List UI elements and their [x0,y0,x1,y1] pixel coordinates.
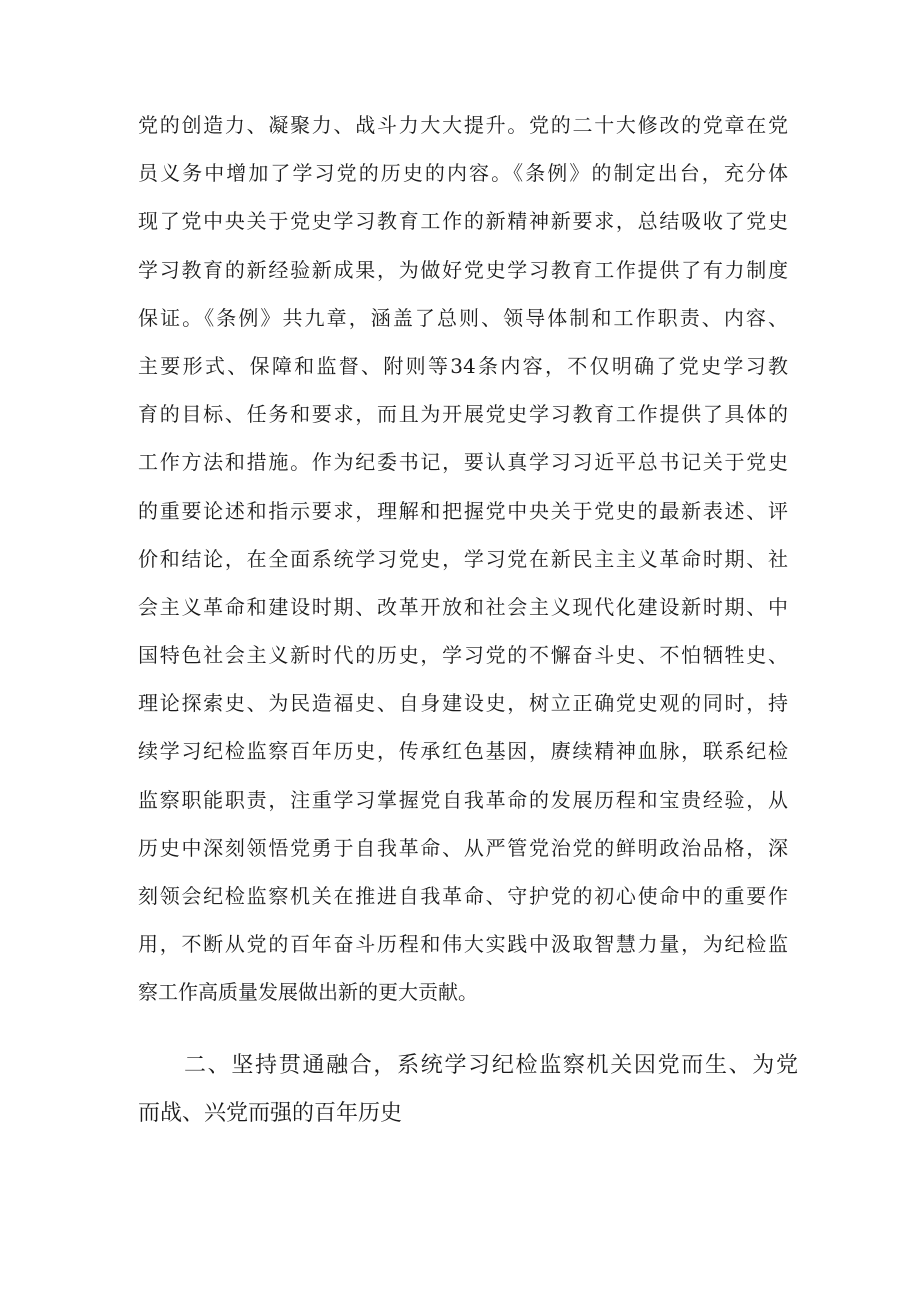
paragraph-line: 育的目标、任务和要求，而且为开展党史学习教育工作提供了具体的 [138,402,788,427]
paragraph-line: 会主义革命和建设时期、改革开放和社会主义现代化建设新时期、中 [138,594,788,619]
paragraph-line: 历史中深刻领悟党勇于自我革命、从严管党治党的鲜明政治品格，深 [138,835,788,860]
paragraph-line: 现了党中央关于党史学习教育工作的新精神新要求，总结吸收了党史 [138,209,788,234]
paragraph-line: 监察职能职责，注重学习掌握党自我革命的发展历程和宝贵经验，从 [138,787,788,812]
paragraph-line: 理论探索史、为民造福史、自身建设史，树立正确党史观的同时，持 [138,691,788,716]
paragraph-line: 续学习纪检监察百年历史，传承红色基因，赓续精神血脉，联系纪检 [138,739,788,764]
paragraph-line: 价和结论，在全面系统学习党史，学习党在新民主主义革命时期、社 [138,546,788,571]
heading-line: 二、坚持贯通融合，系统学习纪检监察机关因党而生、为党 [184,1053,798,1078]
paragraph-line: 用，不断从党的百年奋斗历程和伟大实践中汲取智慧力量，为纪检监 [138,932,788,957]
paragraph-line: 党的创造力、凝聚力、战斗力大大提升。党的二十大修改的党章在党 [138,113,788,137]
paragraph-line: 国特色社会主义新时代的历史，学习党的不懈奋斗史、不怕牺牲史、 [138,643,788,668]
section-heading [138,1042,798,1138]
paragraph-line: 主要形式、保障和监督、附则等34条内容，不仅明确了党史学习教 [138,353,788,378]
paragraph-line: 保证。《条例》共九章，涵盖了总则、领导体制和工作职责、内容、 [138,305,788,330]
body-paragraph [138,101,788,1017]
paragraph-line: 工作方法和措施。作为纪委书记，要认真学习习近平总书记关于党史 [138,450,788,475]
paragraph-line: 察工作高质量发展做出新的更大贡献。 [138,980,478,1005]
heading-line: 而战、兴党而强的百年历史 [138,1101,403,1126]
paragraph-line: 的重要论述和指示要求，理解和把握党中央关于党史的最新表述、评 [138,498,788,523]
paragraph-line: 学习教育的新经验新成果，为做好党史学习教育工作提供了有力制度 [138,257,788,282]
paragraph-line: 员义务中增加了学习党的历史的内容。《条例》的制定出台，充分体 [138,161,788,186]
paragraph-line: 刻领会纪检监察机关在推进自我革命、守护党的初心使命中的重要作 [138,884,788,908]
